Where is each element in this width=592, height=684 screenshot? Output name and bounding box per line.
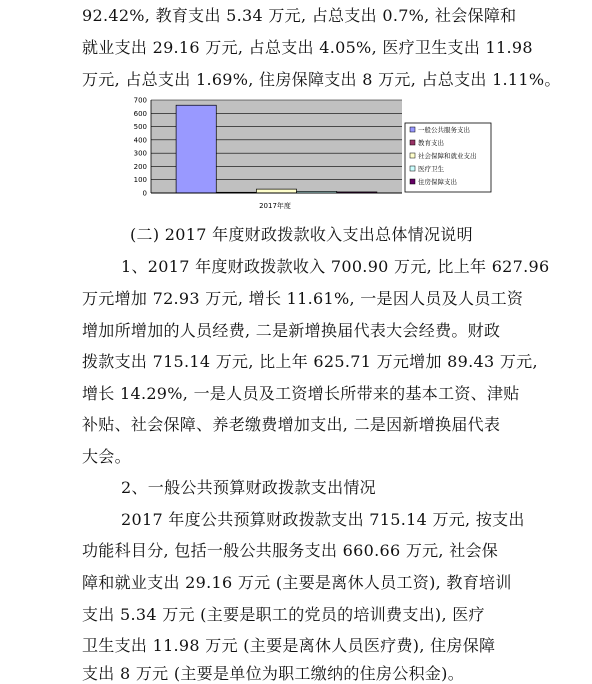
expenditure-bar-chart	[122, 94, 494, 215]
section-heading: 2、一般公共预算财政拨款支出情况	[121, 478, 376, 497]
legend-label: 教育支出	[418, 139, 444, 147]
y-tick-label: 400	[133, 136, 147, 145]
legend-label: 住房保障支出	[418, 178, 457, 186]
text-line: 就业支出 29.16 万元, 占总支出 4.05%, 医疗卫生支出 11.98	[82, 38, 533, 57]
legend-label: 医疗卫生	[418, 165, 444, 173]
y-tick-label: 600	[133, 109, 147, 118]
text-line: 支出 8 万元 (主要是单位为职工缴纳的住房公积金)。	[82, 664, 465, 683]
y-tick-label: 700	[133, 96, 147, 105]
text-line: 92.42%, 教育支出 5.34 万元, 占总支出 0.7%, 社会保障和	[82, 6, 517, 25]
bar	[256, 189, 296, 193]
legend-swatch	[410, 166, 415, 171]
legend-label: 社会保障和就业支出	[418, 152, 477, 160]
legend-label: 一般公共服务支出	[418, 126, 470, 134]
y-tick-label: 500	[133, 123, 147, 132]
legend-swatch	[410, 127, 415, 132]
y-tick-label: 0	[142, 189, 147, 198]
section-heading: (二) 2017 年度财政拨款收入支出总体情况说明	[130, 225, 473, 244]
legend-swatch	[410, 179, 415, 184]
y-tick-label: 300	[133, 149, 147, 158]
text-line: 功能科目分, 包括一般公共服务支出 660.66 万元, 社会保	[82, 541, 499, 560]
text-line: 卫生支出 11.98 万元 (主要是离休人员医疗费), 住房保障	[82, 636, 496, 655]
text-line: 大会。	[82, 447, 131, 466]
text-line: 万元, 占总支出 1.69%, 住房保障支出 8 万元, 占总支出 1.11%。	[82, 70, 561, 89]
y-tick-label: 100	[133, 176, 147, 185]
text-line: 支出 5.34 万元 (主要是职工的党员的培训费支出), 医疗	[82, 605, 485, 624]
text-line: 1、2017 年度财政拨款收入 700.90 万元, 比上年 627.96	[121, 257, 550, 276]
bar	[176, 105, 216, 193]
text-line: 障和就业支出 29.16 万元 (主要是离休人员工资), 教育培训	[82, 573, 512, 592]
legend-swatch	[410, 140, 415, 145]
legend-swatch	[410, 153, 415, 158]
text-line: 增长 14.29%, 一是人员及工资增长所带来的基本工资、津贴	[82, 384, 520, 403]
text-line: 增加所增加的人员经费, 二是新增换届代表大会经费。财政	[82, 321, 501, 340]
text-line: 2017 年度公共预算财政拨款支出 715.14 万元, 按支出	[121, 510, 525, 529]
text-line: 万元增加 72.93 万元, 增长 11.61%, 一是因人员及人员工资	[82, 289, 524, 308]
text-line: 拨款支出 715.14 万元, 比上年 625.71 万元增加 89.43 万元,	[82, 352, 538, 371]
x-category-label: 2017年度	[259, 202, 291, 210]
text-line: 补贴、社会保障、养老缴费增加支出, 二是因新增换届代表	[82, 415, 501, 434]
y-tick-label: 200	[133, 162, 147, 171]
